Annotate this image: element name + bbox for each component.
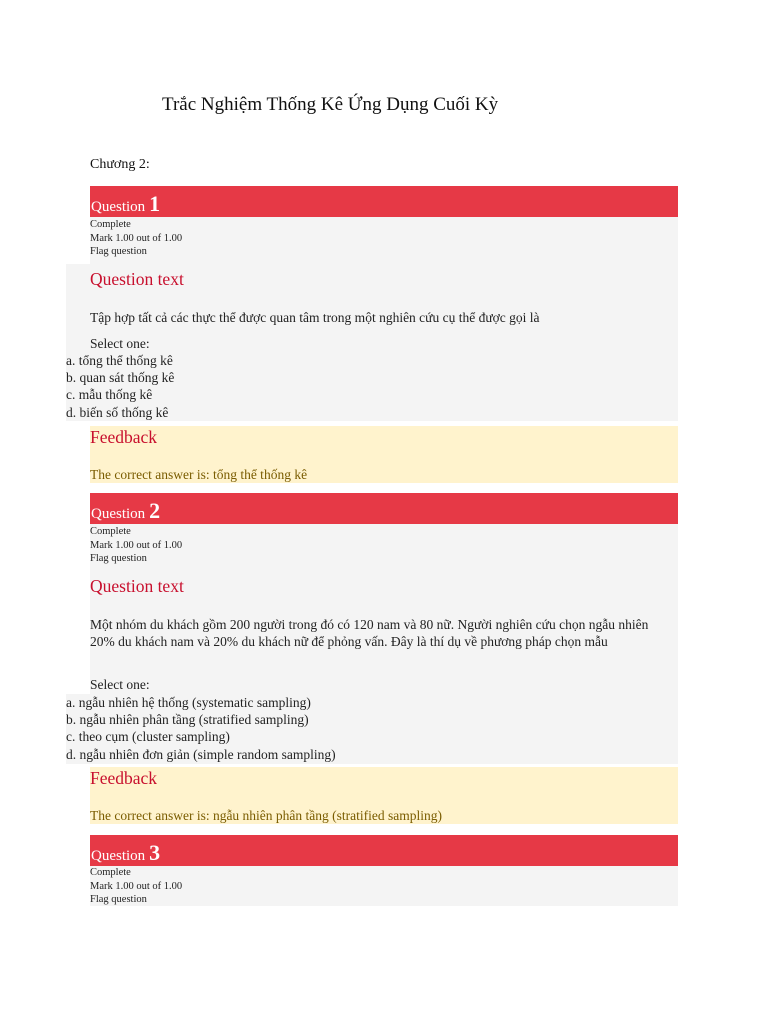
- select-one-label: Select one:: [90, 677, 150, 692]
- question-3-meta: [90, 866, 182, 907]
- answer-option-d[interactable]: d. biến số thống kê: [66, 404, 169, 420]
- question-mark: Mark 1.00 out of 1.00: [90, 880, 183, 892]
- question-number: 2: [149, 498, 161, 523]
- feedback-text: The correct answer is: ngẫu nhiên phân tầng (stratified sampling): [90, 808, 443, 823]
- document-title: Trắc Nghiệm Thống Kê Ứng Dụng Cuối Kỳ: [162, 94, 499, 115]
- question-prompt: Một nhóm du khách gồm 200 người trong đó có 120 nam và 80 nữ. Người nghiên cứu chọn ngẫu nhiên 20% du khách nam và 20% du khách nữ để phỏng vấn. Đây là thí dụ về phương pháp chọn mẫu: [90, 617, 649, 649]
- question-2-header: [90, 493, 678, 524]
- answer-option-b[interactable]: b. ngẫu nhiên phân tầng (stratified sampling): [66, 712, 309, 728]
- question-status: Complete: [90, 219, 131, 230]
- answer-option-d[interactable]: d. ngẫu nhiên đơn giản (simple random sampling): [66, 746, 336, 762]
- answer-option-c[interactable]: c. mẫu thống kê: [66, 387, 153, 403]
- question-2-meta: [90, 525, 182, 566]
- flag-question-link[interactable]: Flag question: [90, 246, 147, 257]
- question-3-header: [90, 835, 678, 866]
- question-number: 1: [149, 191, 161, 216]
- question-1-header: [90, 186, 678, 217]
- question-text-heading: Question text: [90, 576, 184, 596]
- question-mark: Mark 1.00 out of 1.00: [90, 539, 183, 551]
- question-label: Question: [91, 199, 146, 215]
- question-text-heading: Question text: [90, 269, 184, 289]
- answer-option-a[interactable]: a. tổng thể thống kê: [66, 353, 173, 368]
- flag-question-link[interactable]: Flag question: [90, 894, 147, 905]
- select-one-label: Select one:: [90, 336, 150, 351]
- answer-option-c[interactable]: c. theo cụm (cluster sampling): [66, 729, 230, 745]
- question-label: Question: [91, 848, 146, 864]
- question-status: Complete: [90, 526, 131, 537]
- question-prompt: Tập hợp tất cả các thực thể được quan tâm trong một nghiên cứu cụ thể được gọi là: [90, 310, 540, 325]
- feedback-text: The correct answer is: tổng thể thống kê: [90, 467, 308, 482]
- answer-option-a[interactable]: a. ngẫu nhiên hệ thống (systematic sampling): [66, 695, 311, 710]
- feedback-heading: Feedback: [90, 768, 158, 788]
- question-label: Question: [91, 506, 146, 522]
- question-mark: Mark 1.00 out of 1.00: [90, 232, 183, 244]
- question-status: Complete: [90, 867, 131, 878]
- chapter-label: Chương 2:: [90, 157, 150, 172]
- question-1-meta: [90, 218, 182, 259]
- feedback-heading: Feedback: [90, 427, 158, 447]
- flag-question-link[interactable]: Flag question: [90, 553, 147, 564]
- answer-option-b[interactable]: b. quan sát thống kê: [66, 370, 175, 386]
- question-number: 3: [149, 840, 161, 865]
- answer-list: [66, 694, 336, 763]
- answer-list: [66, 352, 174, 421]
